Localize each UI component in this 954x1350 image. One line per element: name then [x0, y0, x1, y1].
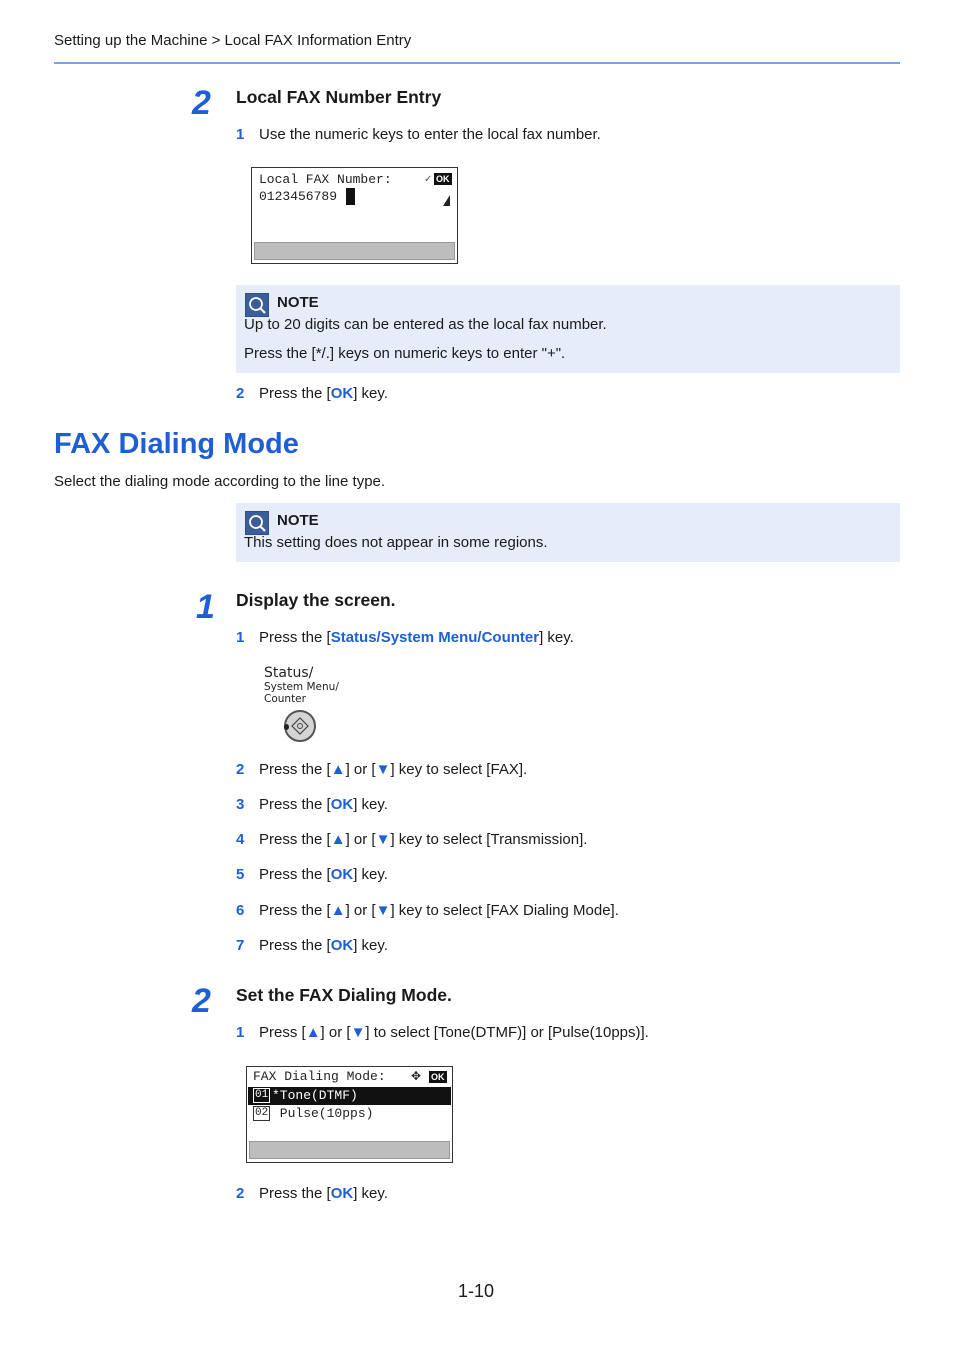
up-arrow-icon: ▲	[305, 1024, 321, 1041]
down-arrow-icon: ▼	[350, 1024, 366, 1041]
note-box	[236, 503, 900, 562]
navigation-cross-icon: ✥	[411, 1069, 422, 1083]
text: ] key to select [Transmission].	[390, 831, 588, 848]
substep-number: 1	[236, 629, 245, 646]
page-number: 1-10	[458, 1281, 495, 1301]
substep	[236, 902, 896, 922]
text-cursor	[346, 188, 355, 205]
substep	[236, 1024, 896, 1044]
note-box	[236, 285, 900, 373]
note-icon	[245, 293, 269, 317]
step-title: Display the screen.	[236, 590, 396, 610]
text: Press [	[259, 1024, 306, 1041]
diamond-icon	[286, 712, 314, 740]
up-arrow-icon: ▲	[330, 902, 346, 919]
note-text: Up to 20 digits can be entered as the local fax number.	[244, 316, 607, 333]
menu-option[interactable]	[248, 1105, 451, 1123]
ok-key-label: OK	[330, 385, 354, 402]
substep	[236, 937, 896, 957]
up-arrow-icon: ▲	[330, 831, 346, 848]
down-arrow-icon: ▼	[375, 831, 391, 848]
substep	[236, 126, 896, 146]
substep-text: Use the numeric keys to enter the local fax number.	[259, 126, 601, 143]
substep-number: 2	[236, 1185, 245, 1202]
text: Press the [	[259, 796, 331, 813]
lcd-line-2: 0123456789	[259, 189, 338, 204]
indicator-dot-icon	[284, 724, 289, 730]
text: ] key.	[353, 796, 388, 813]
note-label: NOTE	[277, 512, 319, 529]
key-label-line: System Menu/	[264, 681, 339, 693]
text: Press the [	[259, 629, 331, 646]
lcd-line-1: Local FAX Number:	[259, 172, 392, 187]
key-label-line: Counter	[264, 693, 306, 705]
text: ] key.	[353, 866, 388, 883]
option-number: 02	[255, 1107, 269, 1119]
ok-key-label: OK	[330, 796, 354, 813]
text: ] or [	[345, 831, 376, 848]
text: ] to select [Tone(DTMF)] or [Pulse(10pps)].	[365, 1024, 649, 1041]
text: Press the [	[259, 866, 331, 883]
down-arrow-icon: ▼	[375, 761, 391, 778]
text: ] key.	[353, 1185, 388, 1202]
option-label: Pulse(10pps)	[272, 1106, 374, 1121]
section-heading: FAX Dialing Mode	[54, 428, 299, 460]
text: Press the [	[259, 761, 331, 778]
substep-number: 5	[236, 866, 245, 883]
ok-key-label: OK	[330, 937, 354, 954]
down-arrow-icon: ▼	[375, 902, 391, 919]
text: Press the [	[259, 831, 331, 848]
magnifier-icon	[246, 294, 268, 316]
substep	[236, 761, 896, 781]
note-icon	[245, 511, 269, 535]
substep-number: 6	[236, 902, 245, 919]
ok-icon: OK	[431, 1072, 445, 1082]
lcd-softkey-bar	[249, 1141, 450, 1159]
option-label: *Tone(DTMF)	[272, 1088, 358, 1103]
up-arrow-icon: ▲	[330, 761, 346, 778]
magnifier-icon	[246, 512, 268, 534]
text: ] or [	[345, 761, 376, 778]
substep-number: 4	[236, 831, 245, 848]
text: ] key.	[539, 629, 574, 646]
substep-number: 3	[236, 796, 245, 813]
ok-key-label: OK	[330, 1185, 354, 1202]
text: ] key.	[353, 385, 388, 402]
header-rule	[54, 62, 900, 64]
step-number: 2	[192, 982, 211, 1020]
key-label-line: Status/	[264, 665, 314, 681]
text: Press the [	[259, 902, 331, 919]
option-number: 01	[255, 1089, 269, 1101]
substep-number: 1	[236, 126, 245, 143]
lcd-softkey-bar	[254, 242, 455, 260]
ok-key-label: OK	[330, 866, 354, 883]
substep-number: 2	[236, 761, 245, 778]
lcd-title: FAX Dialing Mode:	[253, 1069, 386, 1084]
text: Press the [	[259, 937, 331, 954]
step-title: Set the FAX Dialing Mode.	[236, 985, 452, 1005]
status-key-image	[262, 664, 352, 748]
ok-icon: OK	[436, 174, 450, 184]
step-title: Local FAX Number Entry	[236, 87, 442, 107]
substep	[236, 866, 896, 886]
lcd-screen-local-fax	[251, 167, 458, 264]
substep	[236, 385, 896, 405]
text: ] key to select [FAX Dialing Mode].	[390, 902, 619, 919]
note-text: This setting does not appear in some regions.	[244, 534, 548, 551]
substep-number: 2	[236, 385, 245, 402]
breadcrumb: Setting up the Machine > Local FAX Information Entry	[54, 32, 412, 49]
text: ] or [	[345, 902, 376, 919]
text: ] key.	[353, 937, 388, 954]
substep	[236, 831, 896, 851]
step-number: 1	[196, 588, 215, 626]
substep-number: 7	[236, 937, 245, 954]
step-number: 2	[192, 84, 211, 122]
note-text: Press the [*/.] keys on numeric keys to enter "+".	[244, 345, 566, 362]
substep	[236, 796, 896, 816]
note-label: NOTE	[277, 294, 319, 311]
text: Press the [	[259, 385, 331, 402]
substep	[236, 629, 896, 649]
cursor-arrow-icon: ✓	[424, 174, 433, 185]
text: ] or [	[320, 1024, 351, 1041]
section-intro: Select the dialing mode according to the line type.	[54, 473, 386, 490]
text: ] key to select [FAX].	[390, 761, 528, 778]
substep	[236, 1185, 896, 1205]
text: Press the [	[259, 1185, 331, 1202]
substep-number: 1	[236, 1024, 245, 1041]
scroll-indicator-icon	[443, 195, 450, 206]
menu-option-selected[interactable]	[248, 1087, 451, 1105]
status-key-label: Status/System Menu/Counter	[330, 629, 540, 646]
lcd-screen-dialing-mode	[246, 1066, 453, 1163]
